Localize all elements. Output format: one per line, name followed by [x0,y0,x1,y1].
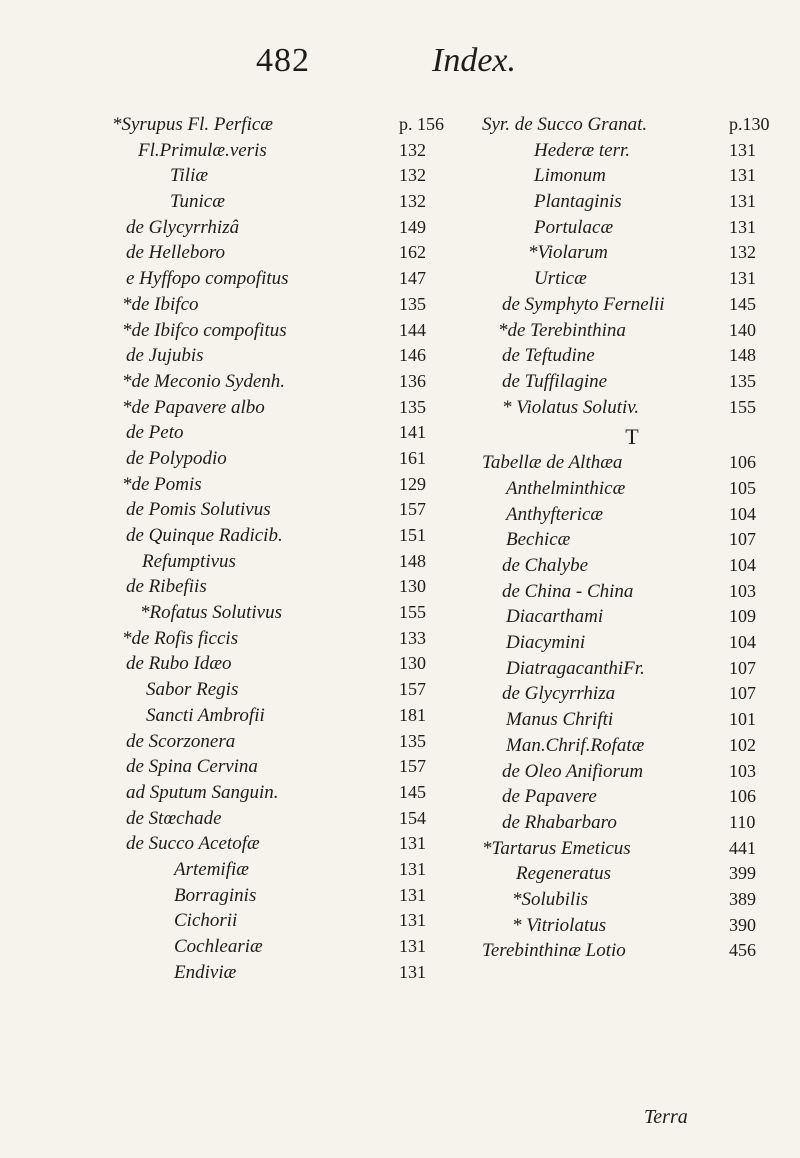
entry-page-ref: 107 [729,657,756,678]
entry-page-ref: 131 [729,139,756,160]
index-entry [112,806,442,832]
index-entry [482,343,800,369]
index-entry [482,240,800,266]
entry-term: de Ribefiis [126,576,207,598]
index-entry [482,604,800,630]
index-entry [482,266,800,292]
index-column-left [112,112,442,985]
catchword: Terra [644,1106,688,1128]
entry-term: ad Sputum Sanguin. [126,781,279,803]
entry-page-ref: 131 [729,216,756,237]
index-entry [482,630,800,656]
entry-term: * Violatus Solutiv. [502,396,640,418]
entry-term: Urticæ [534,268,587,290]
index-entry [482,112,800,138]
entry-term: *Syrupus Fl. Perficæ [112,114,273,135]
entry-page-ref: 104 [729,555,756,575]
entry-term: de Oleo Anifiorum [502,760,644,782]
entry-term: *Solubilis [512,888,589,910]
entry-page-ref: 148 [729,345,756,366]
entry-term: Fl.Primulæ.veris [138,139,267,161]
index-entry [112,934,442,960]
entry-page-ref: 102 [729,734,756,755]
index-entry [482,913,800,939]
entry-page-ref: 131 [399,961,426,982]
entry-page-ref: 136 [399,370,426,391]
entry-term: de Rhabarbaro [502,811,617,833]
entry-page-ref: 131 [399,833,426,854]
entry-page-ref: 131 [399,936,426,956]
index-entry [482,836,800,862]
entry-term: de Pomis Solutivus [126,499,271,521]
entry-page-ref: 155 [729,396,756,417]
entry-term: Bechicæ [506,529,571,551]
entry-term: *de Papavere albo [122,396,265,418]
entry-page-ref: 132 [399,139,426,160]
index-entry [112,703,442,729]
index-entry [112,600,442,626]
entry-page-ref: 131 [399,910,426,931]
entry-term: *de Ibifco compofitus [122,319,287,341]
entry-page-ref: 133 [399,627,426,648]
entry-page-ref: 105 [729,477,756,498]
entry-page-ref: 107 [729,529,756,550]
entry-page-ref: 131 [399,858,426,879]
entry-term: de Quinque Radicib. [126,525,283,546]
index-entry [112,857,442,883]
index-entry [112,395,442,421]
entry-term: Tabellæ de Althæa [482,452,623,474]
index-entry [482,215,800,241]
index-entry [482,292,800,318]
index-entry [482,395,800,421]
entry-term: de Teftudine [502,345,595,367]
index-entry [112,240,442,266]
entry-page-ref: 106 [729,452,756,473]
index-entry [112,677,442,703]
index-entry [482,707,800,733]
entry-page-ref: 135 [399,293,426,314]
entry-term: de Glycyrrhiza [502,683,616,705]
entry-page-ref: 103 [729,580,756,601]
entry-page-ref: 399 [729,863,756,884]
entry-term: Tunicæ [170,191,225,213]
index-entry [112,369,442,395]
entry-term: Sabor Regis [146,679,239,701]
entry-term: *de Rofis ficcis [122,627,239,649]
section-letter: T [625,424,639,450]
index-entry [112,215,442,241]
section-letter-heading [482,420,800,450]
entry-term: Limonum [534,165,606,187]
index-entry [112,729,442,755]
entry-term: Tiliæ [170,165,209,187]
index-entry [112,549,442,575]
entry-term: Terebinthinæ Lotio [482,940,626,962]
entry-term: de Succo Acetofæ [126,833,260,855]
index-entry [482,759,800,785]
entry-page-ref: 132 [729,242,756,263]
entry-term: de Papavere [502,786,597,808]
index-entry [112,112,442,138]
entry-term: *de Pomis [122,473,202,495]
running-title: Index. [432,42,517,79]
index-entry [112,626,442,652]
index-entry [482,527,800,553]
entry-term: e Hyffopo compofitus [126,268,289,290]
entry-term: de Stœchade [126,807,222,829]
entry-page-ref: 131 [729,191,756,212]
entry-page-ref: 154 [399,807,426,828]
entry-term: Endiviæ [174,961,237,983]
entry-page-ref: 157 [399,499,426,520]
entry-term: Manus Chrifti [506,709,614,731]
index-entry [482,681,800,707]
index-entry [482,656,800,682]
entry-page-ref: 101 [729,709,756,730]
index-entry [112,754,442,780]
index-entry [482,163,800,189]
index-entry [112,163,442,189]
entry-term: Artemifiæ [174,858,249,880]
entry-term: de Chalybe [502,555,589,576]
entry-page-ref: 145 [729,293,756,314]
entry-page-ref: 135 [399,396,426,417]
entry-page-ref: 144 [399,319,426,340]
index-entry [112,446,442,472]
entry-term: de Symphyto Fernelii [502,293,665,315]
entry-page-ref: 131 [729,268,756,289]
entry-page-ref: 132 [399,165,426,186]
index-entry [112,523,442,549]
index-entry [482,502,800,528]
index-entry [482,189,800,215]
entry-page-ref: 148 [399,550,426,571]
entry-page-ref: 140 [729,319,756,340]
entry-term: de Helleboro [126,242,226,264]
entry-term: *Tartarus Emeticus [482,837,631,859]
index-entry [112,292,442,318]
entry-term: Hederæ terr. [534,139,631,161]
entry-term: de Scorzonera [126,730,236,752]
index-section-s [482,112,800,420]
index-entry [112,318,442,344]
entry-term: Cochleariæ [174,936,263,957]
entry-page-ref: 157 [399,679,426,700]
entry-term: Anthelminthicæ [506,477,626,499]
entry-page-ref: 107 [729,683,756,704]
entry-term: Man.Chrif.Rofatæ [506,734,645,756]
index-entry [482,553,800,579]
index-entry [482,476,800,502]
entry-term: Cichorii [174,910,238,932]
entry-page-ref: 181 [399,704,426,725]
entry-page-ref: 441 [729,837,756,858]
entry-term: Portulacæ [534,216,614,238]
entry-page-ref: 132 [399,191,426,212]
entry-term: *de Meconio Sydenh. [122,370,286,392]
entry-page-ref: 145 [399,781,426,802]
entry-term: de Glycyrrhizâ [126,216,240,238]
index-entry [482,810,800,836]
entry-page-ref: 161 [399,447,426,468]
index-entry [112,831,442,857]
index-entry [112,497,442,523]
entry-term: de Tuffilagine [502,370,608,392]
entry-page-ref: 130 [399,653,426,674]
entry-term: de Spina Cervina [126,756,258,778]
index-entry [482,887,800,913]
entry-term: de China - China [502,580,634,602]
entry-term: DiatragacanthiFr. [506,657,645,679]
entry-page-ref: 162 [399,242,426,263]
index-entry [482,318,800,344]
entry-page-ref: 106 [729,786,756,807]
entry-page-ref: 149 [399,216,426,237]
index-entry [482,733,800,759]
entry-term: Sancti Ambrofii [146,704,265,726]
index-entry [112,189,442,215]
index-entry [112,651,442,677]
page-header [0,38,800,98]
entry-term: *Rofatus Solutivus [140,602,282,624]
index-entry [482,138,800,164]
entry-page-ref: 389 [729,888,756,909]
entry-term: de Jujubis [126,345,204,367]
entry-page-ref: 104 [729,503,756,524]
entry-term: Regeneratus [516,863,611,885]
entry-page-ref: 157 [399,756,426,777]
entry-page-ref: p. 156 [399,114,444,134]
entry-page-ref: 147 [399,268,426,289]
entry-page-ref: 155 [399,602,426,623]
index-entry [482,938,800,964]
index-entry [112,960,442,986]
entry-term: *Violarum [528,242,608,264]
entry-page-ref: 390 [729,914,756,935]
entry-term: * Vitriolatus [512,914,607,936]
index-entry [112,908,442,934]
entry-page-ref: 103 [729,760,756,781]
index-entry [112,780,442,806]
entry-term: de Rubo Idæo [126,653,232,675]
entry-term: Refumptivus [142,550,236,572]
entry-page-ref: 109 [729,606,756,627]
index-entry [482,450,800,476]
index-entry [112,420,442,446]
entry-page-ref: 135 [399,730,426,751]
entry-term: Diacymini [506,632,586,654]
entry-page-ref: 135 [729,370,756,391]
index-entry [112,883,442,909]
entry-term: *de Terebinthina [498,319,626,341]
entry-term: de Peto [126,422,184,444]
entry-term: Borraginis [174,884,257,906]
entry-term: Diacarthami [506,606,604,628]
entry-page-ref: 130 [399,576,426,597]
index-entry [482,861,800,887]
entry-page-ref: 131 [399,884,426,905]
index-entry [112,343,442,369]
index-entry [112,138,442,164]
entry-term: Syr. de Succo Granat. [482,114,648,135]
index-entry [112,472,442,498]
index-section-t [482,450,800,964]
entry-term: de Polypodio [126,447,227,469]
index-entry [482,369,800,395]
entry-page-ref: 151 [399,525,426,545]
index-entry [112,574,442,600]
entry-term: Anthyftericæ [506,503,604,525]
entry-page-ref: 129 [399,473,426,494]
entry-page-ref: 131 [729,165,756,186]
entry-page-ref: 110 [729,811,756,832]
entry-page-ref: p.130 [729,114,770,134]
entry-term: *de Ibifco [122,293,199,315]
entry-page-ref: 141 [399,422,426,443]
page-number: 482 [256,42,310,79]
index-entry [482,784,800,810]
index-entry [112,266,442,292]
index-column-right [482,112,800,964]
entry-term: Plantaginis [534,191,622,213]
entry-page-ref: 146 [399,345,426,366]
index-entry [482,579,800,605]
entry-page-ref: 456 [729,940,756,961]
entry-page-ref: 104 [729,632,756,653]
